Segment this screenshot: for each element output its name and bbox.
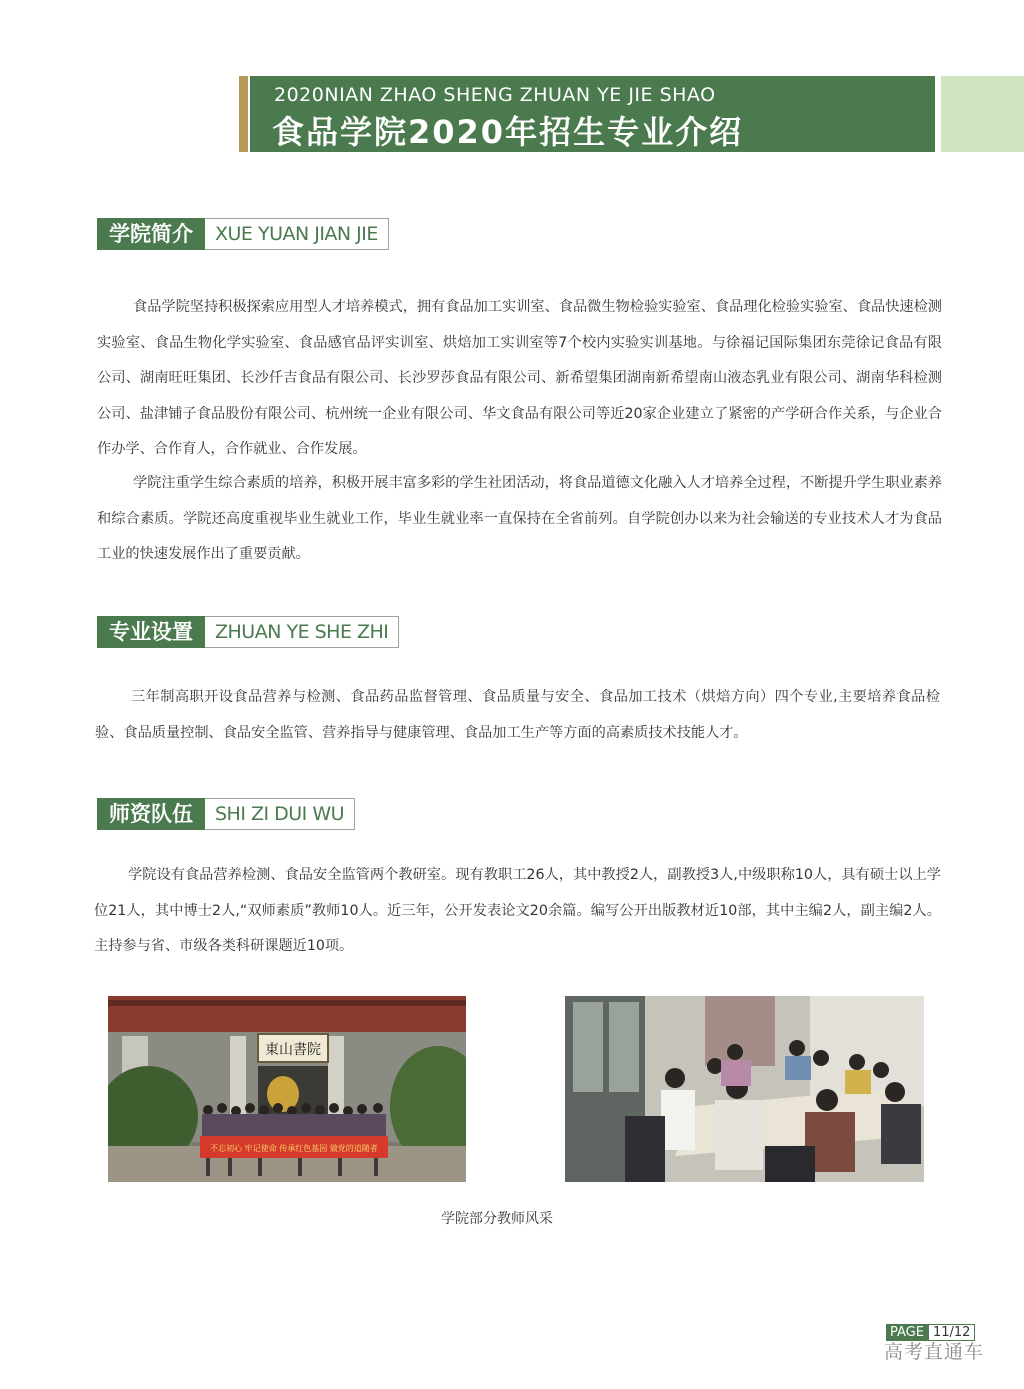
section-heading-faculty — [97, 798, 355, 830]
section-title-cn: 师资队伍 — [97, 798, 205, 830]
section-heading-majors — [97, 616, 399, 648]
header-banner — [250, 76, 935, 152]
photo-group-gate-illustration — [108, 996, 466, 1182]
header-subtitle: 2020NIAN ZHAO SHENG ZHUAN YE JIE SHAO — [274, 84, 716, 106]
photo-meeting-room-illustration — [565, 996, 924, 1182]
banner-gold-stripe — [239, 76, 248, 152]
photo-meeting-room — [565, 996, 924, 1182]
photo-banner-text: 不忘初心 牢记使命 传承红色基因 做党的追随者 — [210, 1144, 378, 1153]
intro-paragraph-1: 食品学院坚持积极探索应用型人才培养模式，拥有食品加工实训室、食品微生物检验实验室、食品理化检验实验室、食品快速检测实验室、食品生物化学实验室、食品感官品评实训室、烘焙加工实训室等7个校内实验实训基地。与徐福记国际集团东莞徐记食品有限公司、湖南旺旺集团、长沙仟吉食品有限公司、长沙罗莎食品有限公司、新希望集团湖南新希望南山液态乳业有限公司、湖南华科检测公司、盐津铺子食品股份有限公司、杭州统一企业有限公司、华文食品有限公司等近20家企业建立了紧密的产学研合作关系，与企业合作办学、合作育人，合作就业、合作发展。 — [97, 299, 942, 457]
photo-caption: 学院部分教师风采 — [441, 1211, 553, 1227]
section-title-en: SHI ZI DUI WU — [205, 798, 355, 830]
page-label: PAGE — [886, 1324, 928, 1341]
photo-group-gate — [108, 996, 466, 1182]
page-value: 11/12 — [928, 1324, 975, 1341]
header-title: 食品学院2020年招生专业介绍 — [272, 113, 744, 151]
banner-light-block — [941, 76, 1024, 152]
section-title-en: XUE YUAN JIAN JIE — [205, 218, 389, 250]
section-heading-intro — [97, 218, 389, 250]
majors-paragraph: 三年制高职开设食品营养与检测、食品药品监督管理、食品质量与安全、食品加工技术（烘焙方向）四个专业,主要培养食品检验、食品质量控制、食品安全监管、营养指导与健康管理、食品加工生产等方面的高素质技术技能人才。 — [95, 689, 940, 741]
section-title-cn: 专业设置 — [97, 616, 205, 648]
section-title-cn: 学院简介 — [97, 218, 205, 250]
section-title-en: ZHUAN YE SHE ZHI — [205, 616, 399, 648]
faculty-paragraph: 学院设有食品营养检测、食品安全监管两个教研室。现有教职工26人，其中教授2人，副教授3人,中级职称10人，具有硕士以上学位21人，其中博士2人,“双师素质”教师10人。近三年，公开发表论文20余篇。编写公开出版教材近10部，其中主编2人，副主编2人。主持参与省、市级各类科研课题近10项。 — [94, 867, 941, 954]
intro-paragraph-2: 学院注重学生综合素质的培养，积极开展丰富多彩的学生社团活动，将食品道德文化融入人才培养全过程，不断提升学生职业素养和综合素质。学院还高度重视毕业生就业工作，毕业生就业率一直保持在全省前列。自学院创办以来为社会输送的专业技术人才为食品工业的快速发展作出了重要贡献。 — [97, 475, 942, 562]
gate-sign-text: 東山書院 — [265, 1042, 321, 1058]
watermark-text: 高考直通车 — [884, 1341, 985, 1363]
